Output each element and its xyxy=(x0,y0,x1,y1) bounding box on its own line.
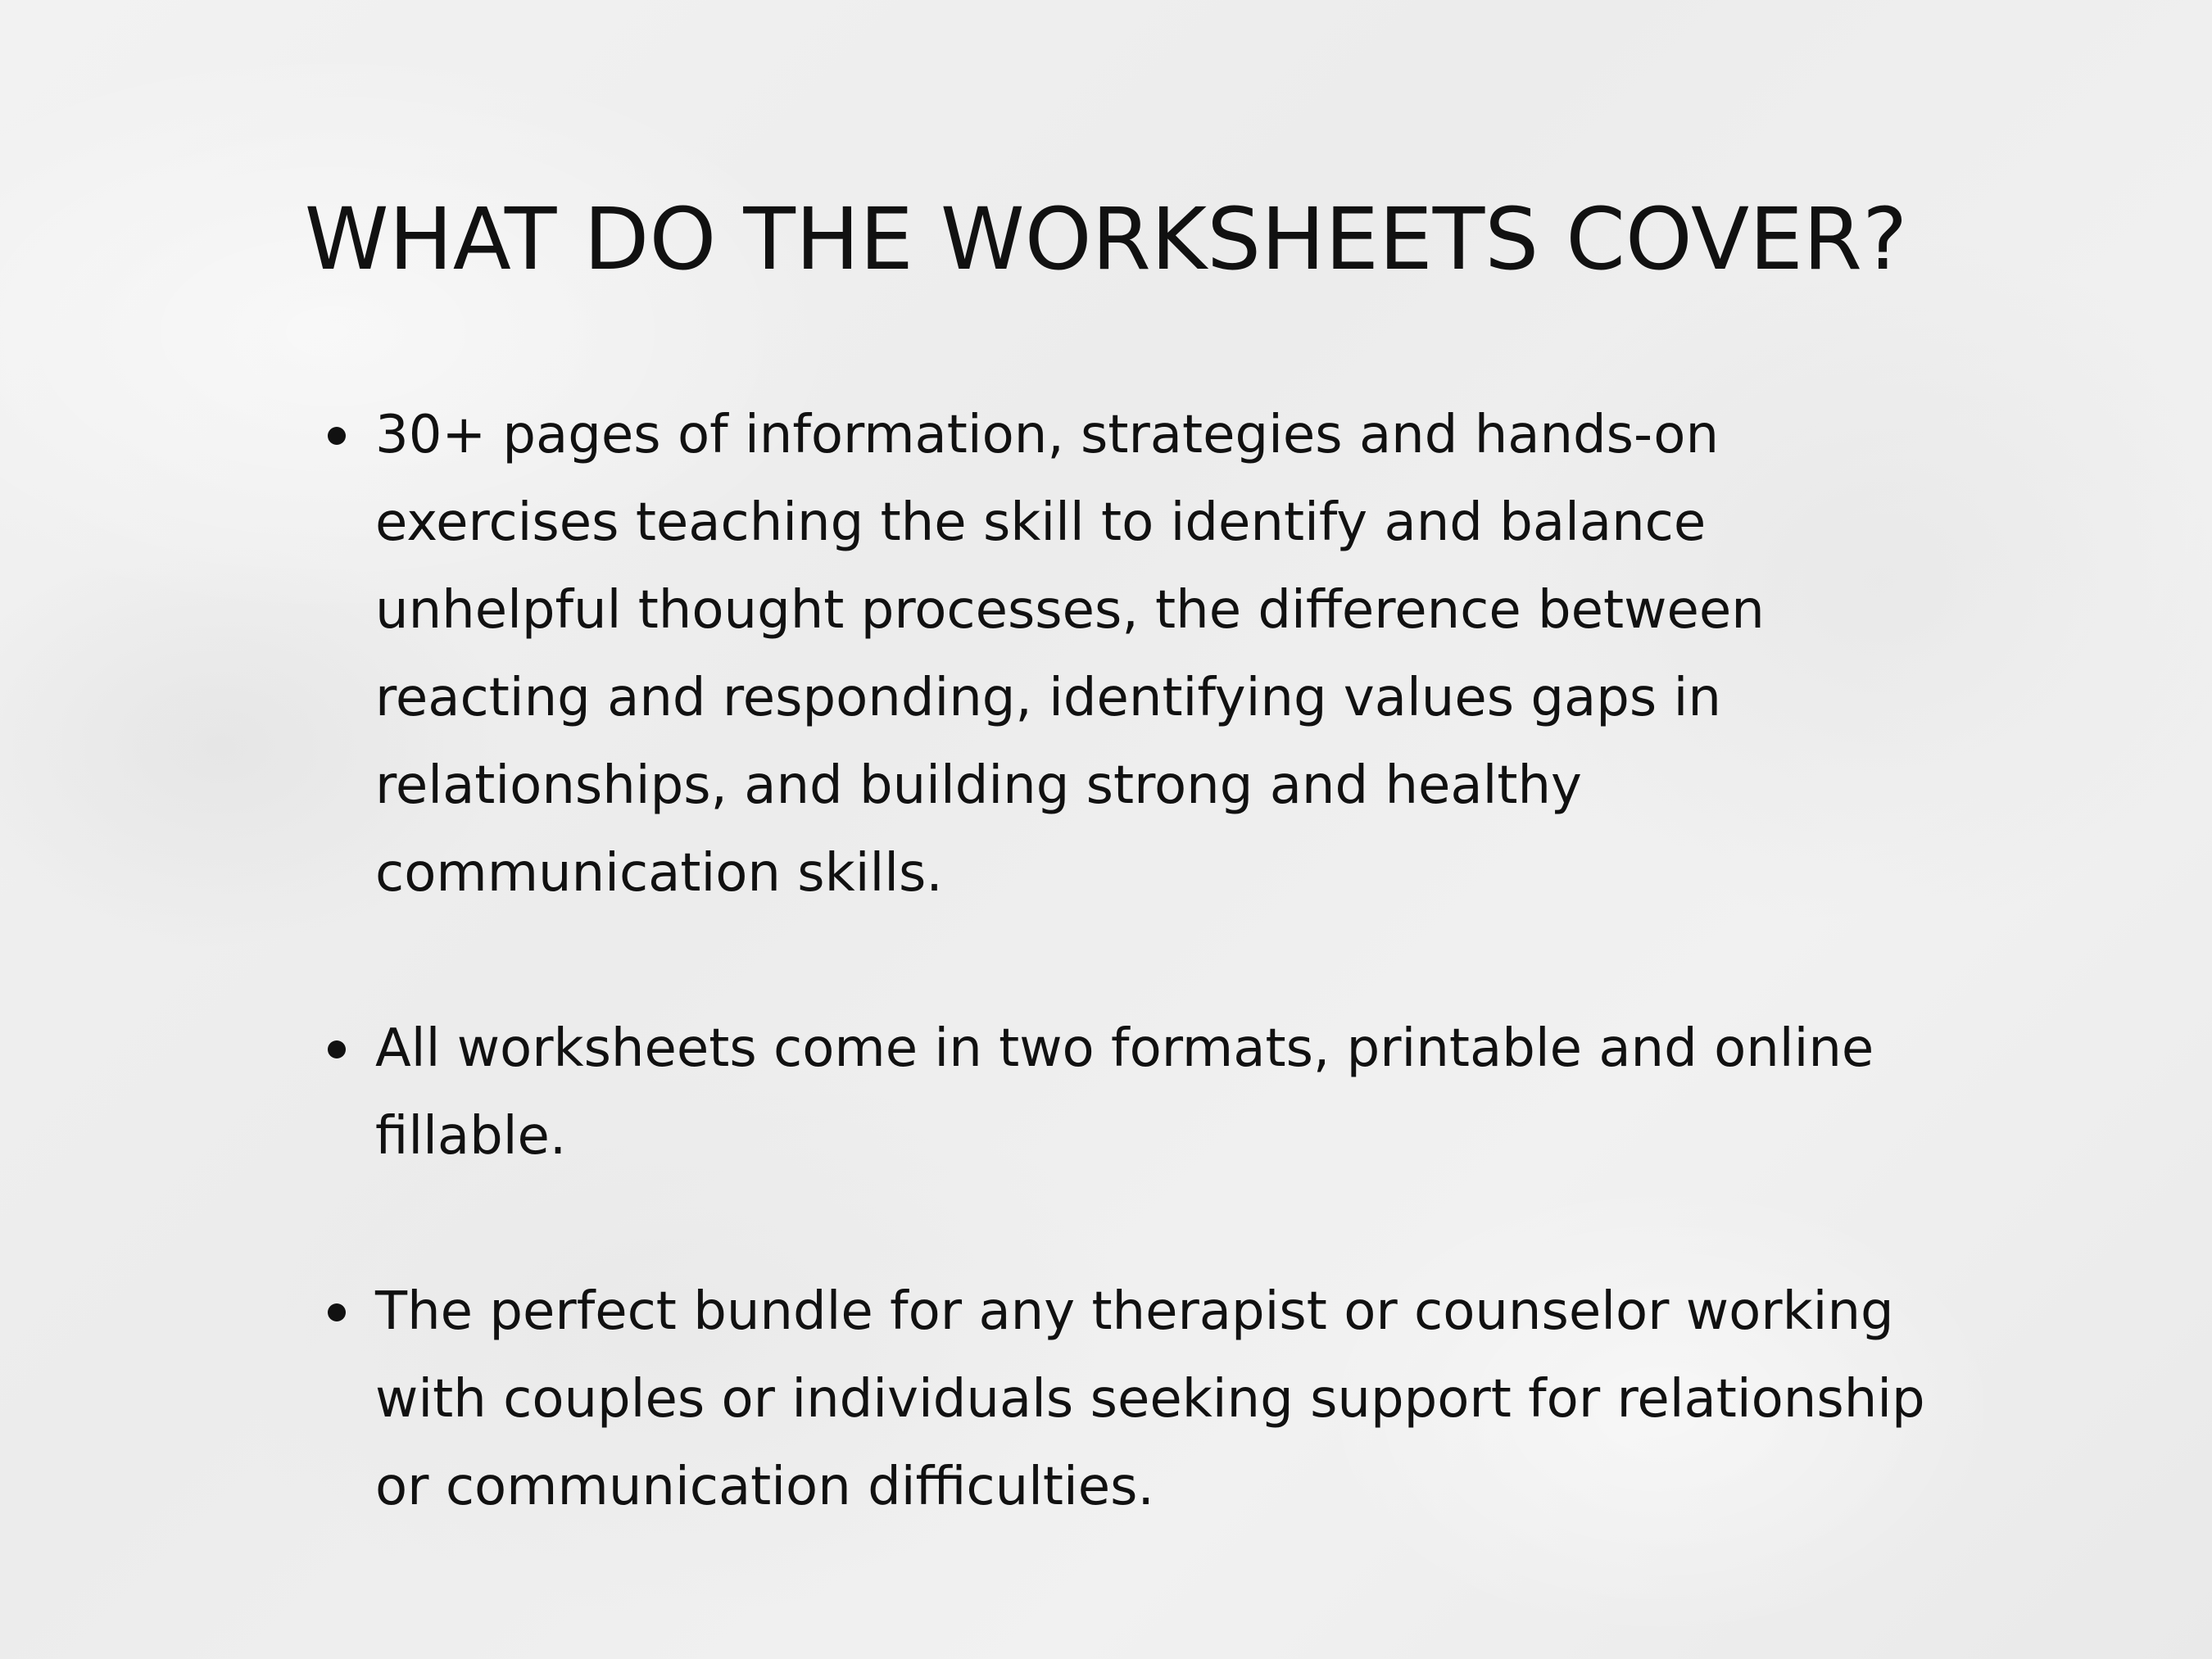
bullet-dot-icon xyxy=(328,427,346,445)
bullet-line: reacting and responding, identifying values gaps in xyxy=(375,668,1721,728)
bullet-line: unhelpful thought processes, the difference between xyxy=(375,580,1765,641)
bullet-line: The perfect bundle for any therapist or counselor working xyxy=(375,1281,1894,1342)
bullet-item-bundle xyxy=(328,1268,1983,1531)
page-title: WHAT DO THE WORKSHEETS COVER? xyxy=(304,189,1908,289)
bullet-line: with couples or individuals seeking support for relationship xyxy=(375,1369,1925,1430)
bullet-line: communication skills. xyxy=(375,843,943,904)
bullet-line: All worksheets come in two formats, printable and online xyxy=(375,1018,1874,1079)
bullet-item-pages xyxy=(328,392,1983,918)
bullet-line: relationships, and building strong and healthy xyxy=(375,755,1582,816)
bullet-dot-icon xyxy=(328,1040,346,1058)
bullet-dot-icon xyxy=(328,1303,346,1321)
bullet-item-formats xyxy=(328,1005,1983,1181)
bullet-line: fillable. xyxy=(375,1106,567,1167)
bullet-line: or communication difficulties. xyxy=(375,1457,1154,1517)
bullet-list xyxy=(328,392,1983,1531)
bullet-line: exercises teaching the skill to identify and balance xyxy=(375,492,1707,553)
bullet-line: 30+ pages of information, strategies and hands-on xyxy=(375,405,1719,465)
